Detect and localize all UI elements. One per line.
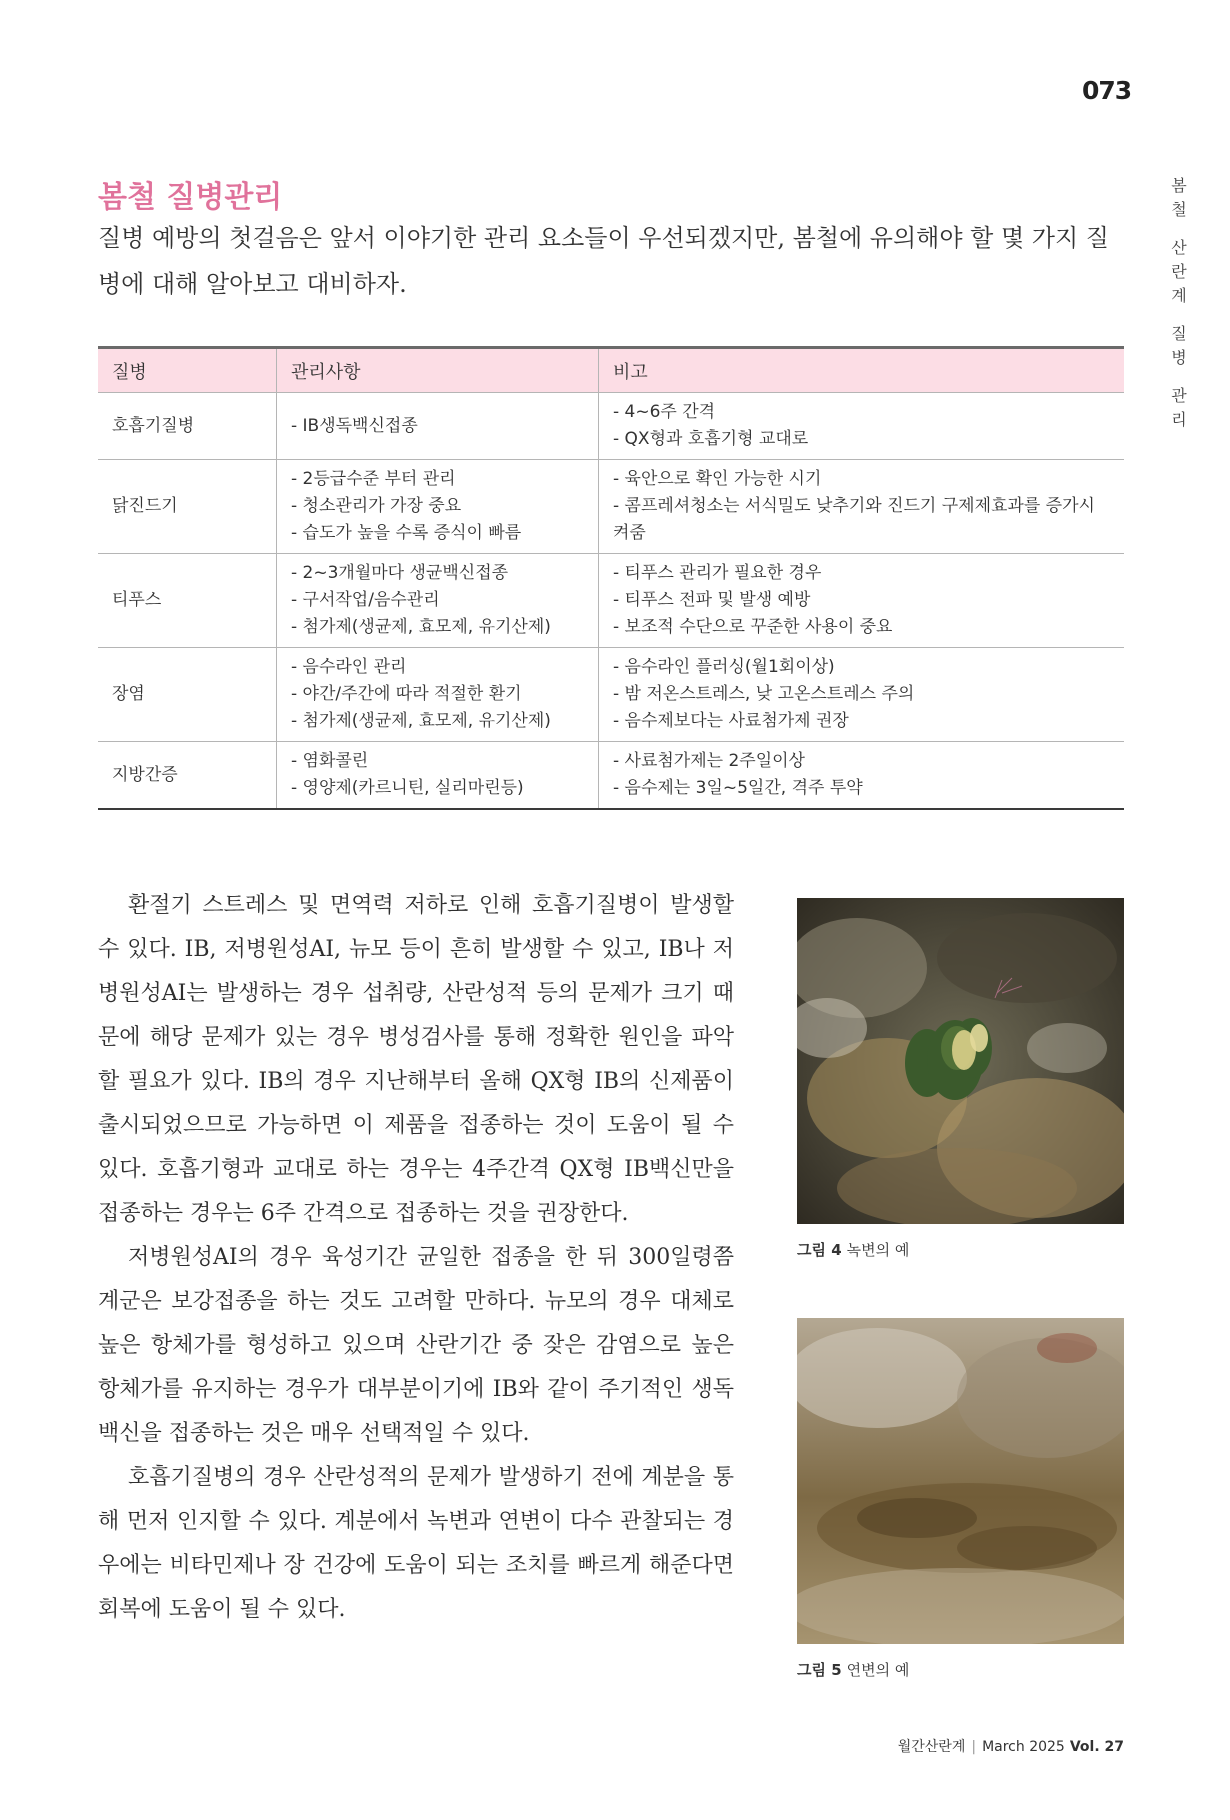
notes-line: - 음수제보다는 사료첨가제 권장: [613, 711, 849, 731]
table-row: [98, 648, 1124, 742]
notes-line: - 사료첨가제는 2주일이상: [613, 751, 805, 771]
notes-line: - 밤 저온스트레스, 낮 고온스트레스 주의: [613, 684, 915, 704]
issue-date: March 2025: [982, 1739, 1065, 1755]
notes-line: - 4~6주 간격: [613, 402, 716, 422]
management-cell: [277, 460, 599, 554]
volume-number: Vol. 27: [1069, 1739, 1124, 1755]
page-footer: [898, 1736, 1124, 1756]
figure-caption-text: 연변의 예: [846, 1661, 910, 1679]
magazine-name: 월간산란계: [897, 1739, 966, 1755]
management-cell: [277, 393, 599, 460]
header-notes: 비고: [599, 348, 1125, 393]
figure-green-feces: [797, 898, 1124, 1260]
loose-feces-photo: [797, 1318, 1124, 1644]
management-line: - 청소관리가 가장 중요: [291, 496, 462, 516]
management-line: - 염화콜린: [291, 751, 369, 771]
management-cell: [277, 742, 599, 810]
management-line: - IB생독백신접종: [291, 415, 418, 436]
section-title: 봄철 질병관리: [98, 180, 283, 215]
management-line: - 야간/주간에 따라 적절한 환기: [291, 684, 522, 704]
disease-cell: 호흡기질병: [98, 393, 277, 460]
figure-caption: [797, 1239, 1124, 1260]
notes-cell: [599, 554, 1125, 648]
figure-label: 그림 5: [797, 1661, 842, 1679]
management-line: - 2~3개월마다 생균백신접종: [291, 563, 509, 583]
disease-cell: 장염: [98, 648, 277, 742]
figure-caption: [797, 1659, 1124, 1680]
notes-line: - 음수라인 플러싱(월1회이상): [613, 657, 835, 677]
management-line: - 첨가제(생균제, 효모제, 유기산제): [291, 617, 551, 637]
management-line: - 첨가제(생균제, 효모제, 유기산제): [291, 711, 551, 731]
page-number: 073: [1082, 76, 1132, 105]
header-disease: 질병: [98, 348, 277, 393]
management-cell: [277, 554, 599, 648]
table-row: [98, 393, 1124, 460]
body-paragraph: 저병원성AI의 경우 육성기간 균일한 접종을 한 뒤 300일령쯤 계군은 보강접종을 하는 것도 고려할 만하다. 뉴모의 경우 대체로 높은 항체가를 형성하고 있으며 산란기간 중 잦은 감염으로 높은 항체가를 유지하는 경우가 대부분이기에 IB와 같이 주기적인 생독백신을 접종하는 것은 매우 선택적일 수 있다.: [98, 1245, 734, 1446]
side-tab-word: 질 병: [1171, 324, 1187, 367]
management-cell: [277, 648, 599, 742]
notes-line: - 티푸스 관리가 필요한 경우: [613, 563, 822, 583]
section-intro: 질병 예방의 첫걸음은 앞서 이야기한 관리 요소들이 우선되겠지만, 봄철에 유의해야 할 몇 가지 질병에 대해 알아보고 대비하자.: [98, 224, 1109, 298]
management-line: - 습도가 높을 수록 증식이 빠름: [291, 523, 522, 543]
management-line: - 영양제(카르니틴, 실리마린등): [291, 778, 524, 798]
disease-cell: 지방간증: [98, 742, 277, 810]
side-tab-word: 봄 철: [1171, 176, 1187, 219]
management-line: - 2등급수준 부터 관리: [291, 469, 456, 489]
disease-cell: 티푸스: [98, 554, 277, 648]
footer-separator: |: [971, 1739, 977, 1755]
disease-cell: 닭진드기: [98, 460, 277, 554]
header-management: 관리사항: [277, 348, 599, 393]
notes-cell: [599, 742, 1125, 810]
notes-line: - 티푸스 전파 및 발생 예방: [613, 590, 811, 610]
notes-line: - 콤프레셔청소는 서식밀도 낮추기와 진드기 구제제효과를 증가시켜줌: [613, 496, 1095, 543]
notes-cell: [599, 393, 1125, 460]
figure-caption-text: 녹변의 예: [846, 1241, 910, 1259]
green-feces-photo: [797, 898, 1124, 1224]
disease-table: [98, 346, 1124, 810]
notes-cell: [599, 460, 1125, 554]
figure-label: 그림 4: [797, 1241, 842, 1259]
notes-line: - 육안으로 확인 가능한 시기: [613, 469, 822, 489]
notes-line: - 보조적 수단으로 꾸준한 사용이 중요: [613, 617, 893, 637]
figure-loose-feces: [797, 1318, 1124, 1680]
side-tab-word: 산 란 계: [1171, 238, 1187, 305]
table-header-row: [98, 348, 1124, 393]
side-tab-word: 관 리: [1171, 386, 1187, 429]
table-row: [98, 554, 1124, 648]
notes-line: - 음수제는 3일~5일간, 격주 투약: [613, 778, 863, 798]
notes-line: - QX형과 호흡기형 교대로: [613, 429, 809, 449]
management-line: - 음수라인 관리: [291, 657, 407, 677]
table-row: [98, 460, 1124, 554]
body-paragraph: 호흡기질병의 경우 산란성적의 문제가 발생하기 전에 계분을 통해 먼저 인지할 수 있다. 계분에서 녹변과 연변이 다수 관찰되는 경우에는 비타민제나 장 건강에 도움이 되는 조치를 빠르게 해준다면 회복에 도움이 될 수 있다.: [98, 1465, 734, 1622]
body-paragraph: 환절기 스트레스 및 면역력 저하로 인해 호흡기질병이 발생할 수 있다. IB, 저병원성AI, 뉴모 등이 흔히 발생할 수 있고, IB나 저병원성AI는 발생하는 경우 섭취량, 산란성적 등의 문제가 크기 때문에 해당 문제가 있는 경우 병성검사를 통해 정확한 원인을 파악할 필요가 있다. IB의 경우 지난해부터 올해 QX형 IB의 신제품이 출시되었으므로 가능하면 이 제품을 접종하는 것이 도움이 될 수 있다. 호흡기형과 교대로 하는 경우는 4주간격 QX형 IB백신만을 접종하는 경우는 6주 간격으로 접종하는 것을 권장한다.: [98, 893, 734, 1226]
side-tab: [1166, 174, 1192, 446]
article-body: [98, 884, 734, 1632]
notes-cell: [599, 648, 1125, 742]
management-line: - 구서작업/음수관리: [291, 590, 440, 610]
table-row: [98, 742, 1124, 810]
